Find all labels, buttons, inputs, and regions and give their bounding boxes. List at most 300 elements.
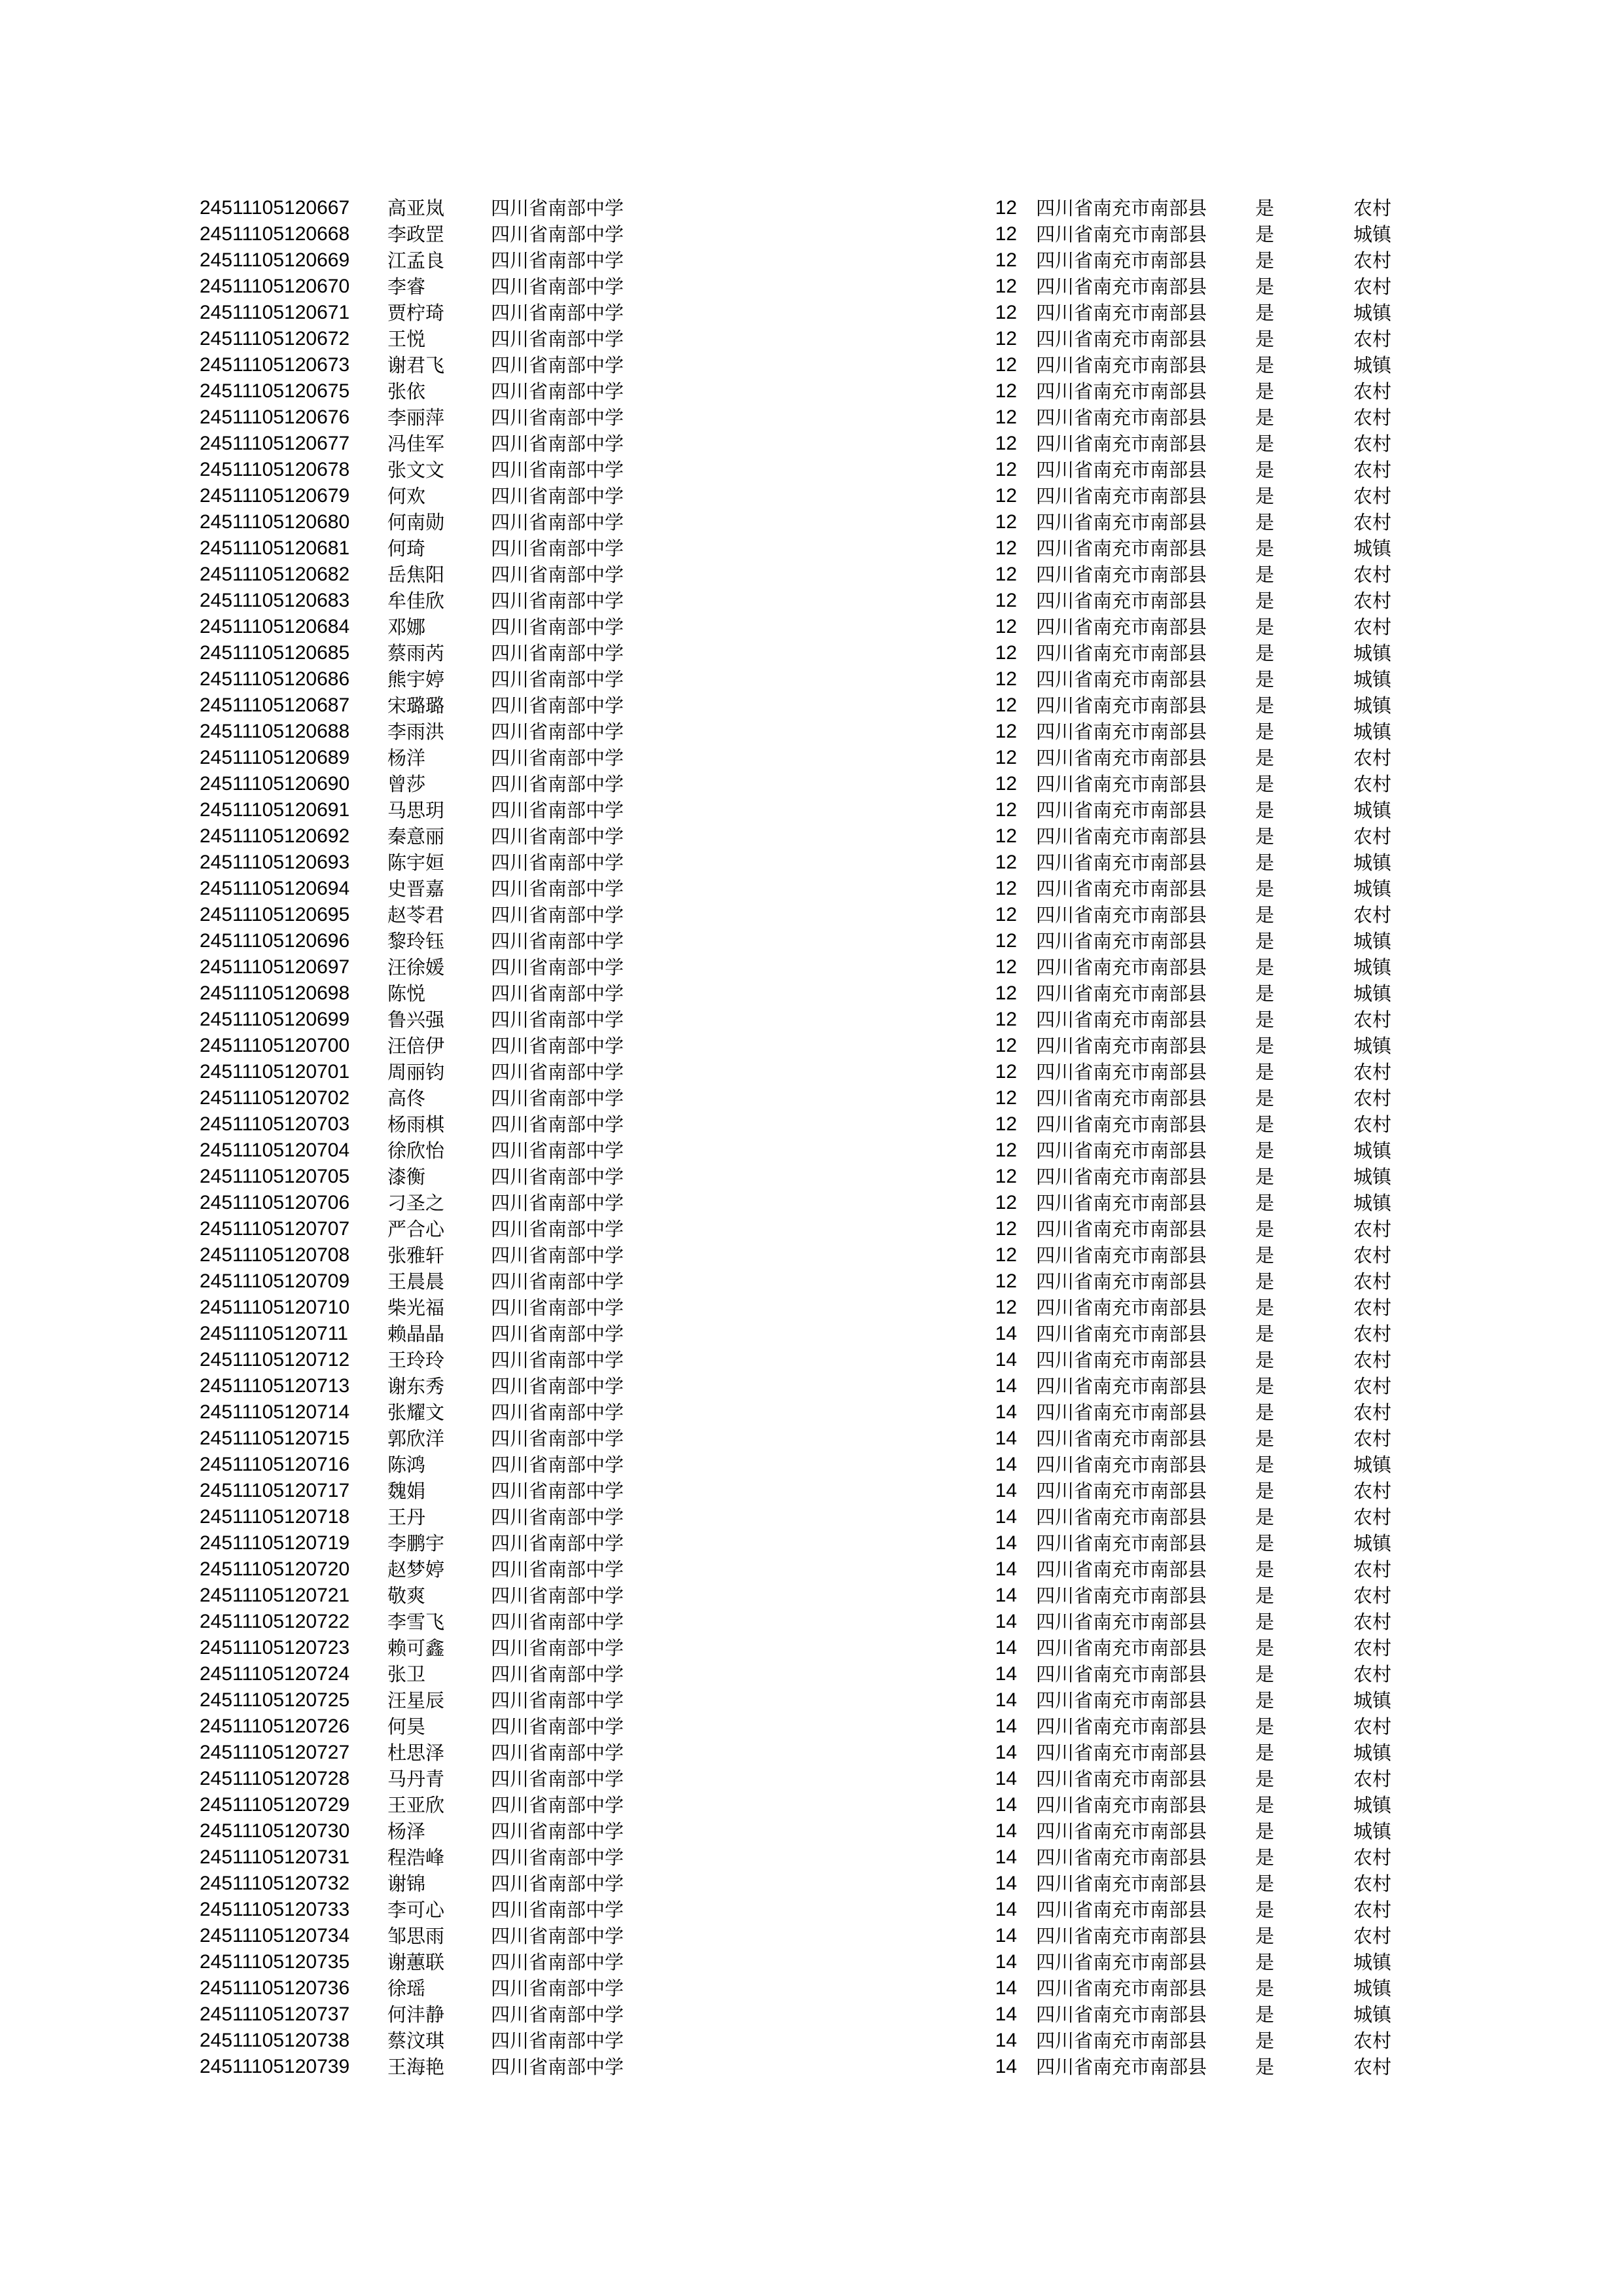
school-cell: 四川省南部中学 [491, 590, 624, 612]
record-id-cell: 24511105120696 [200, 930, 350, 952]
region-cell: 四川省南充市南部县 [1036, 1454, 1207, 1476]
grade-code-cell: 12 [995, 564, 1017, 585]
region-cell: 四川省南充市南部县 [1036, 956, 1207, 978]
student-name-cell: 王悦 [387, 328, 426, 350]
record-id-cell: 24511105120737 [200, 2003, 350, 2025]
record-id-cell: 24511105120679 [200, 485, 350, 507]
residence-type-cell: 农村 [1353, 1663, 1392, 1685]
table-row [0, 1373, 1623, 1399]
table-row [0, 1897, 1623, 1923]
student-name-cell: 马思玥 [387, 799, 445, 821]
flag-cell: 是 [1255, 354, 1275, 376]
school-cell: 四川省南部中学 [491, 747, 624, 769]
record-id-cell: 24511105120692 [200, 825, 350, 847]
residence-type-cell: 农村 [1353, 1715, 1392, 1738]
flag-cell: 是 [1255, 197, 1275, 219]
flag-cell: 是 [1255, 1558, 1275, 1581]
school-cell: 四川省南部中学 [491, 1977, 624, 2000]
record-id-cell: 24511105120697 [200, 956, 350, 978]
flag-cell: 是 [1255, 1009, 1275, 1031]
region-cell: 四川省南充市南部县 [1036, 747, 1207, 769]
student-name-cell: 敬爽 [387, 1585, 426, 1607]
flag-cell: 是 [1255, 799, 1275, 821]
residence-type-cell: 农村 [1353, 1270, 1392, 1293]
school-cell: 四川省南部中学 [491, 878, 624, 900]
region-cell: 四川省南充市南部县 [1036, 1977, 1207, 2000]
school-cell: 四川省南部中学 [491, 1558, 624, 1581]
grade-code-cell: 12 [995, 616, 1017, 637]
region-cell: 四川省南充市南部县 [1036, 1270, 1207, 1293]
table-row [0, 1556, 1623, 1583]
table-row [0, 1007, 1623, 1033]
school-cell: 四川省南部中学 [491, 1585, 624, 1607]
residence-type-cell: 农村 [1353, 1061, 1392, 1083]
region-cell: 四川省南充市南部县 [1036, 1820, 1207, 1842]
student-name-cell: 李政罡 [387, 223, 445, 245]
table-row [0, 1871, 1623, 1897]
grade-code-cell: 14 [995, 1401, 1017, 1423]
flag-cell: 是 [1255, 1061, 1275, 1083]
region-cell: 四川省南充市南部县 [1036, 930, 1207, 952]
flag-cell: 是 [1255, 1951, 1275, 1973]
residence-type-cell: 农村 [1353, 1899, 1392, 1921]
grade-code-cell: 14 [995, 1689, 1017, 1711]
record-id-cell: 24511105120732 [200, 1873, 350, 1894]
record-id-cell: 24511105120731 [200, 1846, 350, 1868]
student-name-cell: 谢东秀 [387, 1375, 445, 1397]
student-name-cell: 赵梦婷 [387, 1558, 445, 1581]
grade-code-cell: 12 [995, 1218, 1017, 1240]
record-id-cell: 24511105120716 [200, 1454, 350, 1475]
school-cell: 四川省南部中学 [491, 511, 624, 533]
flag-cell: 是 [1255, 1297, 1275, 1319]
student-name-cell: 李雪飞 [387, 1611, 445, 1633]
residence-type-cell: 城镇 [1353, 1820, 1392, 1842]
table-row [0, 1661, 1623, 1687]
record-id-cell: 24511105120667 [200, 197, 350, 219]
student-name-cell: 高亚岚 [387, 197, 445, 219]
school-cell: 四川省南部中学 [491, 930, 624, 952]
student-name-cell: 李鹏宇 [387, 1532, 445, 1554]
grade-code-cell: 12 [995, 1139, 1017, 1161]
region-cell: 四川省南充市南部县 [1036, 799, 1207, 821]
school-cell: 四川省南部中学 [491, 1820, 624, 1842]
region-cell: 四川省南充市南部县 [1036, 1637, 1207, 1659]
record-id-cell: 24511105120680 [200, 511, 350, 533]
table-row [0, 902, 1623, 928]
school-cell: 四川省南部中学 [491, 1794, 624, 1816]
flag-cell: 是 [1255, 537, 1275, 560]
grade-code-cell: 12 [995, 537, 1017, 559]
table-row [0, 1713, 1623, 1740]
school-cell: 四川省南部中学 [491, 1663, 624, 1685]
region-cell: 四川省南充市南部县 [1036, 380, 1207, 403]
residence-type-cell: 农村 [1353, 197, 1392, 219]
student-name-cell: 杨洋 [387, 747, 426, 769]
residence-type-cell: 城镇 [1353, 537, 1392, 560]
student-name-cell: 周丽钧 [387, 1061, 445, 1083]
flag-cell: 是 [1255, 511, 1275, 533]
record-id-cell: 24511105120738 [200, 2030, 350, 2051]
table-row [0, 2054, 1623, 2080]
flag-cell: 是 [1255, 616, 1275, 638]
record-id-cell: 24511105120670 [200, 276, 350, 297]
grade-code-cell: 14 [995, 1375, 1017, 1397]
flag-cell: 是 [1255, 930, 1275, 952]
student-name-cell: 蔡雨芮 [387, 642, 445, 664]
record-id-cell: 24511105120684 [200, 616, 350, 637]
student-name-cell: 杨泽 [387, 1820, 426, 1842]
residence-type-cell: 城镇 [1353, 721, 1392, 743]
table-row [0, 326, 1623, 352]
student-name-cell: 鲁兴强 [387, 1009, 445, 1031]
table-row [0, 876, 1623, 902]
record-id-cell: 24511105120695 [200, 904, 350, 925]
residence-type-cell: 农村 [1353, 406, 1392, 429]
student-name-cell: 柴光福 [387, 1297, 445, 1319]
grade-code-cell: 14 [995, 1663, 1017, 1685]
table-row [0, 1583, 1623, 1609]
record-id-cell: 24511105120686 [200, 668, 350, 690]
table-row [0, 352, 1623, 378]
table-row [0, 1740, 1623, 1766]
school-cell: 四川省南部中学 [491, 537, 624, 560]
region-cell: 四川省南充市南部县 [1036, 1558, 1207, 1581]
table-row [0, 483, 1623, 509]
residence-type-cell: 城镇 [1353, 1192, 1392, 1214]
student-name-cell: 张耀文 [387, 1401, 445, 1424]
school-cell: 四川省南部中学 [491, 459, 624, 481]
table-row [0, 1033, 1623, 1059]
grade-code-cell: 12 [995, 1270, 1017, 1292]
flag-cell: 是 [1255, 302, 1275, 324]
region-cell: 四川省南充市南部县 [1036, 825, 1207, 848]
flag-cell: 是 [1255, 852, 1275, 874]
flag-cell: 是 [1255, 1270, 1275, 1293]
table-row [0, 404, 1623, 431]
residence-type-cell: 城镇 [1353, 1689, 1392, 1712]
table-row [0, 274, 1623, 300]
flag-cell: 是 [1255, 459, 1275, 481]
table-row [0, 1609, 1623, 1635]
school-cell: 四川省南部中学 [491, 616, 624, 638]
record-id-cell: 24511105120714 [200, 1401, 350, 1423]
residence-type-cell: 农村 [1353, 433, 1392, 455]
student-name-cell: 蔡汶琪 [387, 2030, 445, 2052]
grade-code-cell: 14 [995, 1427, 1017, 1449]
table-row [0, 928, 1623, 954]
region-cell: 四川省南充市南部县 [1036, 1401, 1207, 1424]
record-id-cell: 24511105120690 [200, 773, 350, 795]
flag-cell: 是 [1255, 642, 1275, 664]
school-cell: 四川省南部中学 [491, 1925, 624, 1947]
flag-cell: 是 [1255, 1218, 1275, 1240]
residence-type-cell: 农村 [1353, 328, 1392, 350]
region-cell: 四川省南充市南部县 [1036, 276, 1207, 298]
region-cell: 四川省南充市南部县 [1036, 249, 1207, 272]
region-cell: 四川省南充市南部县 [1036, 1035, 1207, 1057]
school-cell: 四川省南部中学 [491, 564, 624, 586]
grade-code-cell: 14 [995, 1349, 1017, 1371]
school-cell: 四川省南部中学 [491, 1401, 624, 1424]
grade-code-cell: 14 [995, 1506, 1017, 1528]
table-row [0, 850, 1623, 876]
grade-code-cell: 12 [995, 878, 1017, 899]
school-cell: 四川省南部中学 [491, 1846, 624, 1869]
residence-type-cell: 农村 [1353, 2030, 1392, 2052]
grade-code-cell: 12 [995, 1297, 1017, 1318]
record-id-cell: 24511105120685 [200, 642, 350, 664]
student-name-cell: 何昊 [387, 1715, 426, 1738]
table-row [0, 1242, 1623, 1268]
school-cell: 四川省南部中学 [491, 1139, 624, 1162]
residence-type-cell: 农村 [1353, 1244, 1392, 1266]
student-name-cell: 何沣静 [387, 2003, 445, 2026]
residence-type-cell: 农村 [1353, 459, 1392, 481]
region-cell: 四川省南充市南部县 [1036, 878, 1207, 900]
school-cell: 四川省南部中学 [491, 825, 624, 848]
school-cell: 四川省南部中学 [491, 223, 624, 245]
flag-cell: 是 [1255, 1715, 1275, 1738]
region-cell: 四川省南充市南部县 [1036, 1506, 1207, 1528]
grade-code-cell: 12 [995, 459, 1017, 480]
student-name-cell: 王海艳 [387, 2056, 445, 2078]
region-cell: 四川省南充市南部县 [1036, 616, 1207, 638]
record-id-cell: 24511105120675 [200, 380, 350, 402]
grade-code-cell: 14 [995, 1873, 1017, 1894]
residence-type-cell: 农村 [1353, 1506, 1392, 1528]
grade-code-cell: 12 [995, 956, 1017, 978]
student-name-cell: 李可心 [387, 1899, 445, 1921]
region-cell: 四川省南充市南部县 [1036, 1532, 1207, 1554]
region-cell: 四川省南充市南部县 [1036, 1663, 1207, 1685]
student-name-cell: 刁圣之 [387, 1192, 445, 1214]
record-id-cell: 24511105120699 [200, 1009, 350, 1030]
student-name-cell: 赖晶晶 [387, 1323, 445, 1345]
flag-cell: 是 [1255, 276, 1275, 298]
table-row [0, 954, 1623, 980]
region-cell: 四川省南充市南部县 [1036, 537, 1207, 560]
residence-type-cell: 城镇 [1353, 223, 1392, 245]
record-id-cell: 24511105120689 [200, 747, 350, 768]
residence-type-cell: 城镇 [1353, 799, 1392, 821]
residence-type-cell: 城镇 [1353, 1742, 1392, 1764]
record-id-cell: 24511105120721 [200, 1585, 350, 1606]
grade-code-cell: 12 [995, 825, 1017, 847]
table-row [0, 1138, 1623, 1164]
table-row [0, 588, 1623, 614]
grade-code-cell: 14 [995, 1768, 1017, 1789]
school-cell: 四川省南部中学 [491, 982, 624, 1005]
record-id-cell: 24511105120702 [200, 1087, 350, 1109]
grade-code-cell: 14 [995, 1611, 1017, 1632]
record-id-cell: 24511105120723 [200, 1637, 350, 1659]
residence-type-cell: 城镇 [1353, 1977, 1392, 2000]
grade-code-cell: 14 [995, 1742, 1017, 1763]
record-id-cell: 24511105120726 [200, 1715, 350, 1737]
flag-cell: 是 [1255, 1480, 1275, 1502]
region-cell: 四川省南充市南部县 [1036, 773, 1207, 795]
school-cell: 四川省南部中学 [491, 1349, 624, 1371]
grade-code-cell: 12 [995, 904, 1017, 925]
residence-type-cell: 城镇 [1353, 1166, 1392, 1188]
residence-type-cell: 农村 [1353, 511, 1392, 533]
flag-cell: 是 [1255, 747, 1275, 769]
grade-code-cell: 14 [995, 1846, 1017, 1868]
grade-code-cell: 12 [995, 799, 1017, 821]
record-id-cell: 24511105120709 [200, 1270, 350, 1292]
residence-type-cell: 城镇 [1353, 1532, 1392, 1554]
residence-type-cell: 农村 [1353, 1323, 1392, 1345]
residence-type-cell: 农村 [1353, 1427, 1392, 1450]
flag-cell: 是 [1255, 249, 1275, 272]
flag-cell: 是 [1255, 1663, 1275, 1685]
residence-type-cell: 农村 [1353, 1585, 1392, 1607]
flag-cell: 是 [1255, 1925, 1275, 1947]
school-cell: 四川省南部中学 [491, 1768, 624, 1790]
record-id-cell: 24511105120705 [200, 1166, 350, 1187]
record-id-cell: 24511105120735 [200, 1951, 350, 1973]
student-name-cell: 何琦 [387, 537, 426, 560]
residence-type-cell: 农村 [1353, 1637, 1392, 1659]
residence-type-cell: 农村 [1353, 1218, 1392, 1240]
flag-cell: 是 [1255, 1244, 1275, 1266]
region-cell: 四川省南充市南部县 [1036, 668, 1207, 691]
flag-cell: 是 [1255, 1035, 1275, 1057]
flag-cell: 是 [1255, 2030, 1275, 2052]
student-name-cell: 江孟良 [387, 249, 445, 272]
region-cell: 四川省南充市南部县 [1036, 302, 1207, 324]
flag-cell: 是 [1255, 380, 1275, 403]
region-cell: 四川省南充市南部县 [1036, 590, 1207, 612]
flag-cell: 是 [1255, 982, 1275, 1005]
student-list-table [0, 195, 1623, 2080]
school-cell: 四川省南部中学 [491, 1427, 624, 1450]
table-row [0, 2028, 1623, 2054]
grade-code-cell: 14 [995, 1715, 1017, 1737]
student-name-cell: 熊宇婷 [387, 668, 445, 691]
grade-code-cell: 12 [995, 1061, 1017, 1083]
record-id-cell: 24511105120722 [200, 1611, 350, 1632]
region-cell: 四川省南充市南部县 [1036, 1087, 1207, 1109]
table-row [0, 562, 1623, 588]
student-name-cell: 张文文 [387, 459, 445, 481]
record-id-cell: 24511105120708 [200, 1244, 350, 1266]
residence-type-cell: 农村 [1353, 747, 1392, 769]
student-name-cell: 李丽萍 [387, 406, 445, 429]
record-id-cell: 24511105120715 [200, 1427, 350, 1449]
school-cell: 四川省南部中学 [491, 1113, 624, 1136]
school-cell: 四川省南部中学 [491, 1035, 624, 1057]
table-row [0, 692, 1623, 719]
region-cell: 四川省南充市南部县 [1036, 721, 1207, 743]
student-name-cell: 漆衡 [387, 1166, 426, 1188]
residence-type-cell: 城镇 [1353, 642, 1392, 664]
residence-type-cell: 城镇 [1353, 1454, 1392, 1476]
grade-code-cell: 12 [995, 249, 1017, 271]
region-cell: 四川省南充市南部县 [1036, 1192, 1207, 1214]
grade-code-cell: 12 [995, 328, 1017, 350]
grade-code-cell: 12 [995, 773, 1017, 795]
table-row [0, 614, 1623, 640]
school-cell: 四川省南部中学 [491, 380, 624, 403]
region-cell: 四川省南充市南部县 [1036, 1218, 1207, 1240]
grade-code-cell: 14 [995, 2056, 1017, 2077]
flag-cell: 是 [1255, 328, 1275, 350]
grade-code-cell: 12 [995, 302, 1017, 323]
student-name-cell: 黎玲钰 [387, 930, 445, 952]
flag-cell: 是 [1255, 721, 1275, 743]
residence-type-cell: 城镇 [1353, 694, 1392, 717]
record-id-cell: 24511105120678 [200, 459, 350, 480]
flag-cell: 是 [1255, 1637, 1275, 1659]
table-row [0, 797, 1623, 823]
table-row [0, 823, 1623, 850]
grade-code-cell: 14 [995, 1977, 1017, 1999]
grade-code-cell: 12 [995, 1087, 1017, 1109]
table-row [0, 1530, 1623, 1556]
record-id-cell: 24511105120706 [200, 1192, 350, 1213]
residence-type-cell: 农村 [1353, 1558, 1392, 1581]
student-name-cell: 王晨晨 [387, 1270, 445, 1293]
grade-code-cell: 14 [995, 1820, 1017, 1842]
grade-code-cell: 14 [995, 1558, 1017, 1580]
flag-cell: 是 [1255, 668, 1275, 691]
record-id-cell: 24511105120713 [200, 1375, 350, 1397]
student-name-cell: 王亚欣 [387, 1794, 445, 1816]
table-row [0, 1268, 1623, 1295]
student-name-cell: 陈悦 [387, 982, 426, 1005]
student-name-cell: 谢锦 [387, 1873, 426, 1895]
record-id-cell: 24511105120727 [200, 1742, 350, 1763]
residence-type-cell: 农村 [1353, 276, 1392, 298]
table-row [0, 745, 1623, 771]
region-cell: 四川省南充市南部县 [1036, 511, 1207, 533]
student-name-cell: 宋璐璐 [387, 694, 445, 717]
flag-cell: 是 [1255, 433, 1275, 455]
residence-type-cell: 城镇 [1353, 878, 1392, 900]
region-cell: 四川省南充市南部县 [1036, 1768, 1207, 1790]
school-cell: 四川省南部中学 [491, 249, 624, 272]
grade-code-cell: 12 [995, 380, 1017, 402]
table-row [0, 1216, 1623, 1242]
region-cell: 四川省南充市南部县 [1036, 1375, 1207, 1397]
record-id-cell: 24511105120718 [200, 1506, 350, 1528]
student-name-cell: 杜思泽 [387, 1742, 445, 1764]
table-row [0, 1766, 1623, 1792]
flag-cell: 是 [1255, 1375, 1275, 1397]
flag-cell: 是 [1255, 1585, 1275, 1607]
student-name-cell: 邹思雨 [387, 1925, 445, 1947]
grade-code-cell: 12 [995, 511, 1017, 533]
table-row [0, 509, 1623, 535]
grade-code-cell: 12 [995, 642, 1017, 664]
table-row [0, 1426, 1623, 1452]
residence-type-cell: 农村 [1353, 904, 1392, 926]
region-cell: 四川省南充市南部县 [1036, 1427, 1207, 1450]
student-name-cell: 张卫 [387, 1663, 426, 1685]
flag-cell: 是 [1255, 1689, 1275, 1712]
grade-code-cell: 14 [995, 1585, 1017, 1606]
school-cell: 四川省南部中学 [491, 1061, 624, 1083]
region-cell: 四川省南充市南部县 [1036, 1061, 1207, 1083]
student-name-cell: 魏娟 [387, 1480, 426, 1502]
region-cell: 四川省南充市南部县 [1036, 1166, 1207, 1188]
student-name-cell: 曾莎 [387, 773, 426, 795]
school-cell: 四川省南部中学 [491, 1270, 624, 1293]
school-cell: 四川省南部中学 [491, 1297, 624, 1319]
school-cell: 四川省南部中学 [491, 1166, 624, 1188]
